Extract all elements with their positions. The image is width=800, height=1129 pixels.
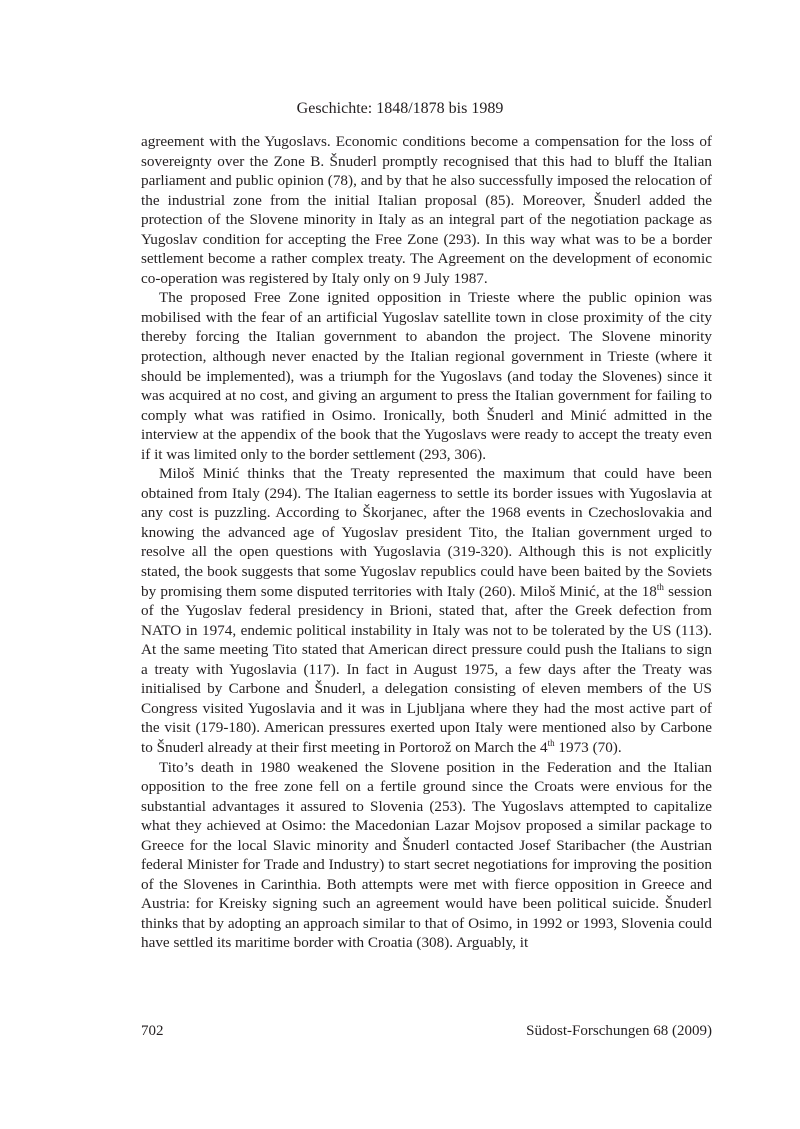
journal-citation: Südost-Forschungen 68 (2009) bbox=[526, 1023, 712, 1039]
page-number: 702 bbox=[141, 1023, 164, 1039]
paragraph-3-part-2: session of the Yugoslav federal presidency in Brioni, stated that, after the Greek defection from NATO in 1974, endemic political instability in Italy was not to be tolerated by the US (113). At the same meeting Tito stated that American direct pressure could push the Italians to sign a treaty with Yugoslavia (117). In fact in August 1975, a few days after the Treaty was initialised by Carbone and Šnuderl, a delegation consisting of eleven members of the US Congress visited Yugoslavia and it was in Ljubljana where they had the most active part of the visit (179-180). American pressures exerted upon Italy were mentioned also by Carbone to Šnuderl already at their first meeting in Portorož on March the 4 bbox=[141, 582, 712, 756]
running-header: Geschichte: 1848/1878 bis 1989 bbox=[296, 100, 504, 117]
ordinal-superscript: th bbox=[547, 737, 555, 748]
paragraph-4: Tito’s death in 1980 weakened the Slovene position in the Federation and the Italian opposition to the free zone fell on a fertile ground since the Croats were envious for the substantial advantages it assured to Slovenia (253). The Yugoslavs attempted to capitalize what they achieved at Osimo: the Macedonian Lazar Mojsov proposed a similar package to Greece for the local Slavic minority and Šnuderl contacted Josef Staribacher (the Austrian federal Minister for Trade and Industry) to start secret negotiations for improving the position of the Slovenes in Carinthia. Both attempts were met with fierce opposition in Greece and Austria: for Kreisky signing such an agreement would have been political suicide. Šnuderl thinks that by adopting an approach similar to that of Osimo, in 1992 or 1993, Slovenia could have settled its maritime border with Croatia (308). Arguably, it bbox=[141, 758, 712, 952]
paragraph-3-part-3: 1973 (70). bbox=[554, 738, 622, 756]
paragraph-2: The proposed Free Zone ignited opposition in Trieste where the public opinion was mobilised with the fear of an artificial Yugoslav satellite town in close proximity of the city thereby forcing the Italian government to abandon the project. The Slovene minority protection, although never enacted by the Italian regional government in Trieste (where it should be implemented), was a triumph for the Yugoslavs (and today the Slovenes) since it was acquired at no cost, and giving an argument to press the Italian government for failing to comply what was ratified in Osimo. Ironically, both Šnuderl and Minić admitted in the interview at the appendix of the book that the Yugoslavs were ready to accept the treaty even if it was limited only to the border settlement (293, 306). bbox=[141, 289, 712, 463]
paragraph-1: agreement with the Yugoslavs. Economic conditions become a compensation for the loss of sovereignty over the Zone B. Šnuderl promptly recognised that this had to bluff the Italian parliament and public opinion (78), and by that he also successfully imposed the relocation of the industrial zone from the initial Italian proposal (85). Moreover, Šnuderl added the protection of the Slovene minority in Italy as an integral part of the negotiation package as Yugoslav condition for accepting the Free Zone (293). In this way what was to be a border settlement become a rather complex treaty. The Agreement on the development of economic co-operation was registered by Italy only on 9 July 1987. bbox=[141, 133, 712, 287]
paragraph-3 bbox=[141, 464, 712, 757]
ordinal-superscript: th bbox=[656, 581, 664, 592]
paragraph-3-part-1: Miloš Minić thinks that the Treaty represented the maximum that could have been obtained from Italy (294). The Italian eagerness to settle its border issues with Yugoslavia at any cost is puzzling. According to Škorjanec, after the 1968 events in Czechoslovakia and knowing the advanced age of Yugoslav president Tito, the Italian government urged to resolve all the open questions with Yugoslavia (319-320). Although this is not explicitly stated, the book suggests that some Yugoslav republics could have been baited by the Soviets by promising them some disputed territories with Italy (260). Miloš Minić, at the 18 bbox=[141, 465, 712, 600]
body-text bbox=[141, 132, 712, 953]
